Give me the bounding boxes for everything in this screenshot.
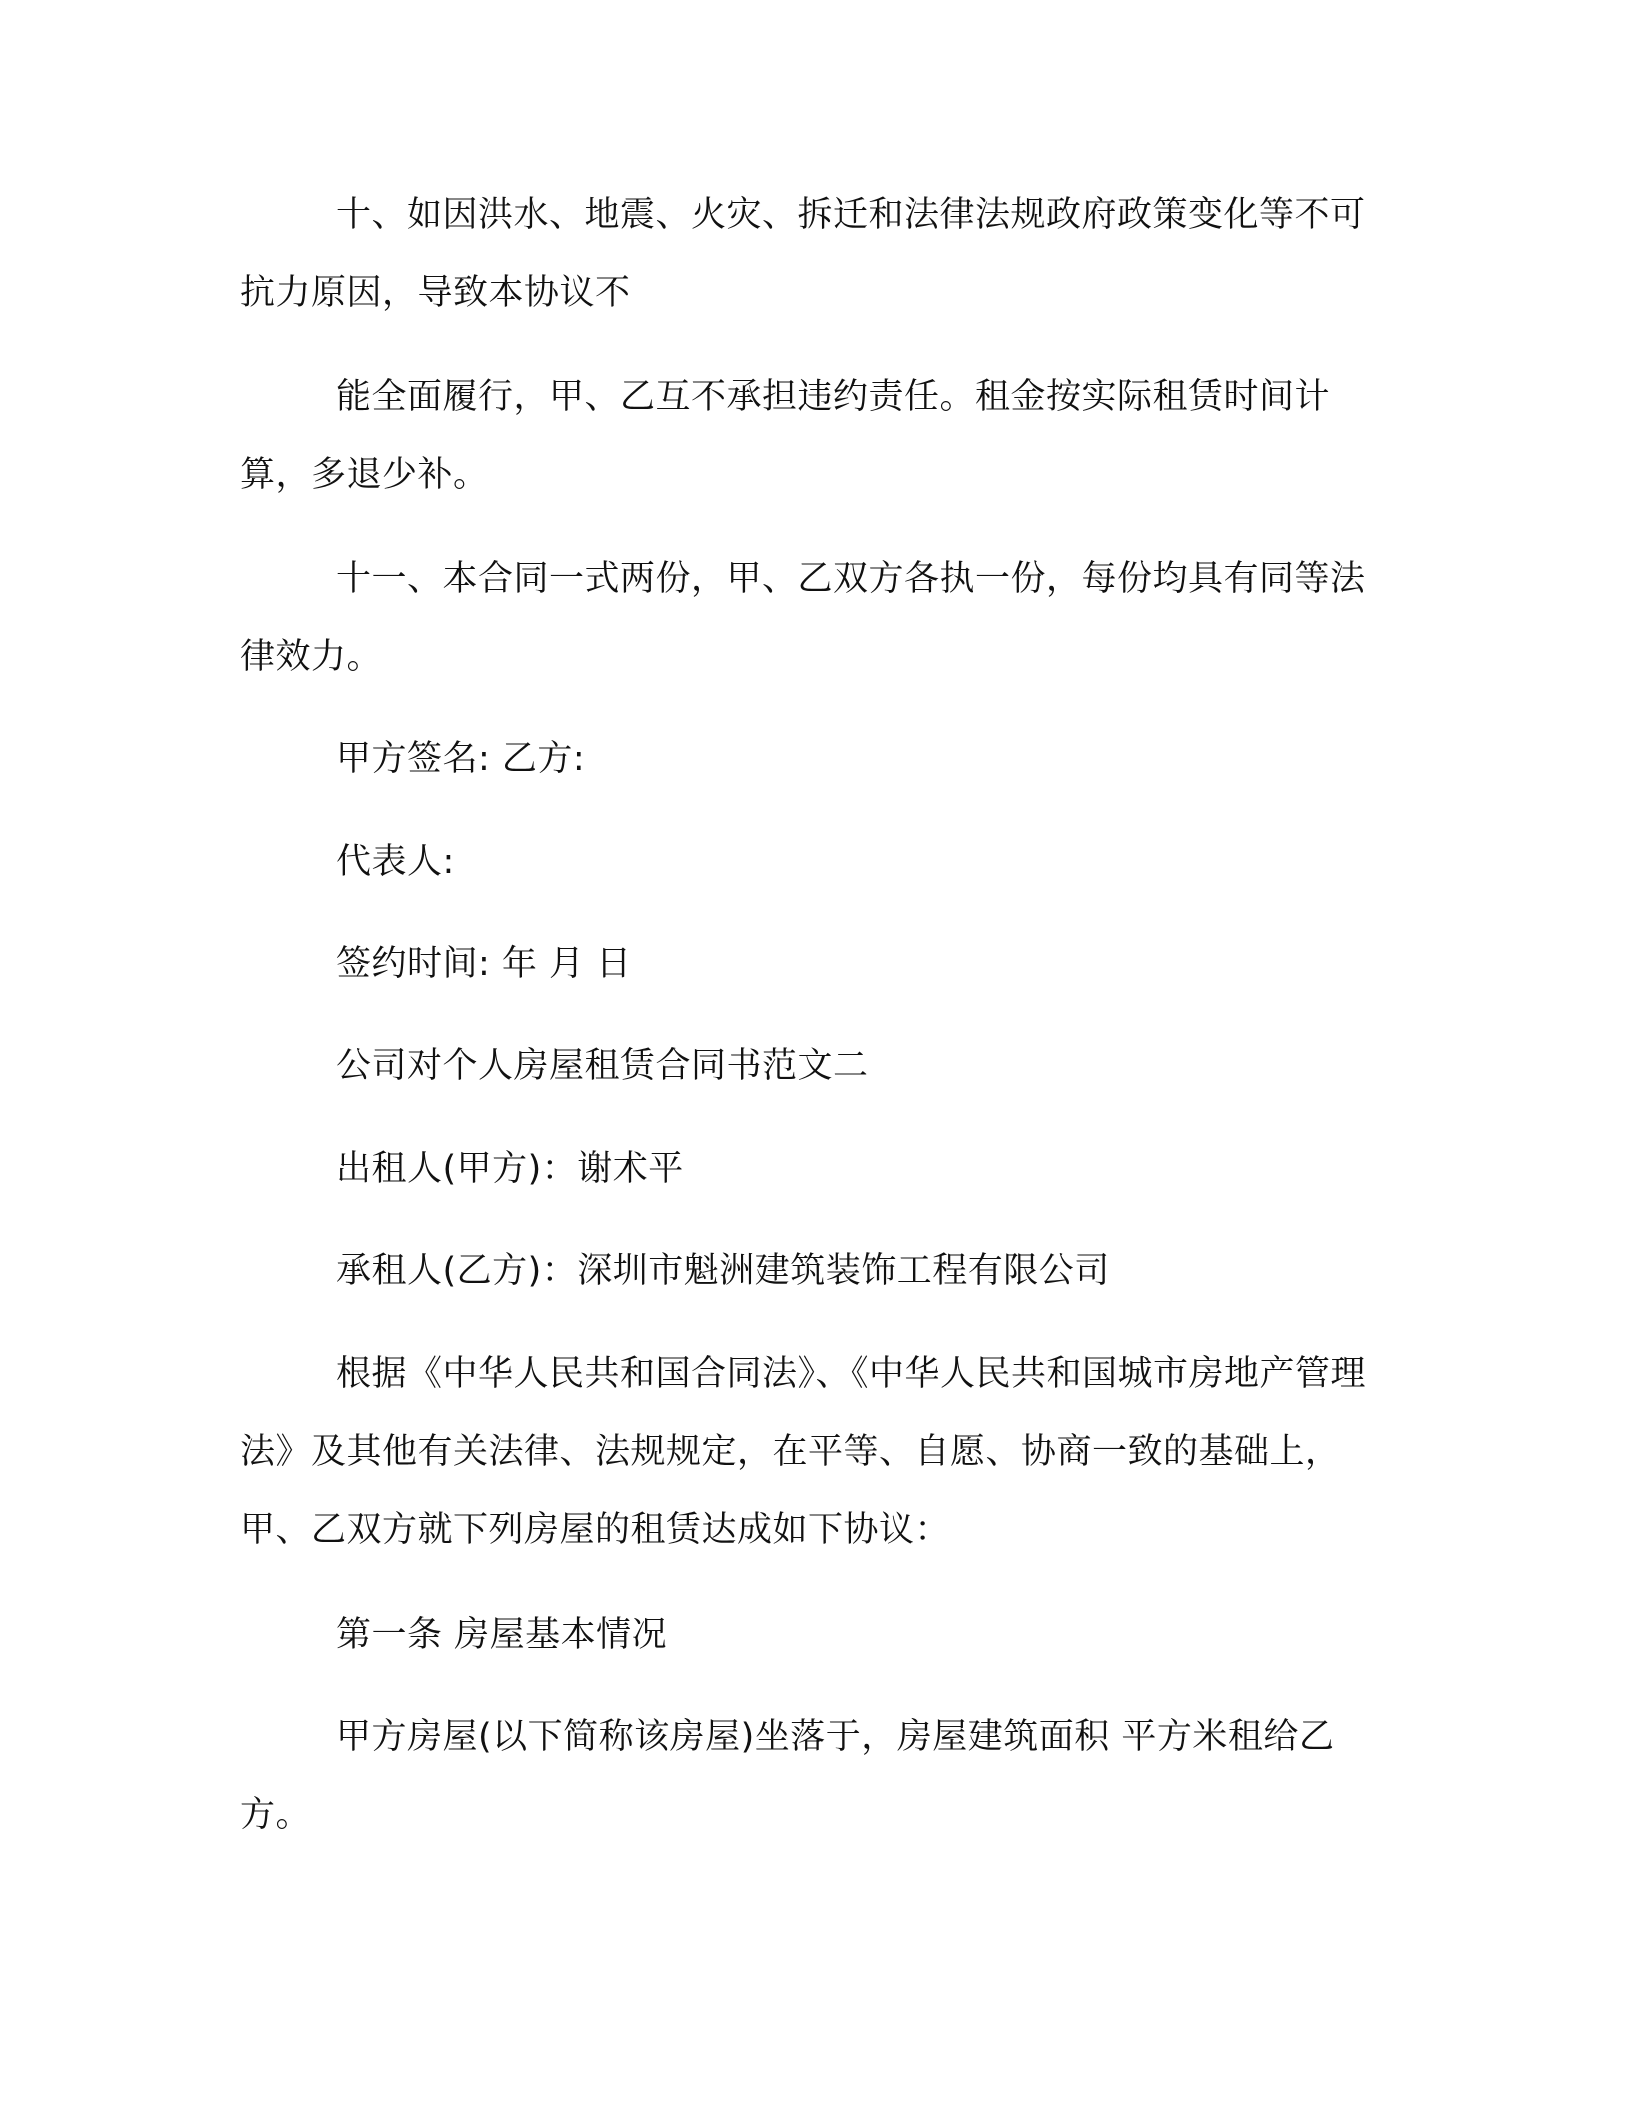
- representative-line: 代表人:: [336, 842, 455, 882]
- clause-10-continuation: 能全面履行，甲、乙互不承担违约责任。租金按实际租赁时间计算，多退少补。: [240, 377, 1331, 495]
- sample-two-title: 公司对个人房屋租赁合同书范文二: [336, 1046, 869, 1086]
- signing-date-line: 签约时间: 年 月 日: [336, 944, 632, 984]
- clause-10-text: 十、如因洪水、地震、火灾、拆迁和法律法规政府政策变化等不可抗力原因，导致本协议不: [240, 195, 1366, 313]
- party-a-signature-line: 甲方签名: 乙方:: [336, 739, 586, 779]
- article-1-text: 甲方房屋(以下简称该房屋)坐落于，房屋建筑面积 平方米租给乙方。: [240, 1717, 1335, 1835]
- article-1-heading: 第一条 房屋基本情况: [336, 1615, 668, 1655]
- lessor-line: 出租人(甲方)：谢术平: [336, 1149, 684, 1189]
- legal-basis-paragraph: 根据《中华人民共和国合同法》、《中华人民共和国城市房地产管理法》及其他有关法律、法规规定，在平等、自愿、协商一致的基础上，甲、乙双方就下列房屋的租赁达成如下协议：: [240, 1354, 1367, 1550]
- lessee-line: 承租人(乙方)：深圳市魁洲建筑装饰工程有限公司: [336, 1251, 1110, 1291]
- clause-11-text: 十一、本合同一式两份，甲、乙双方各执一份，每份均具有同等法律效力。: [240, 559, 1366, 677]
